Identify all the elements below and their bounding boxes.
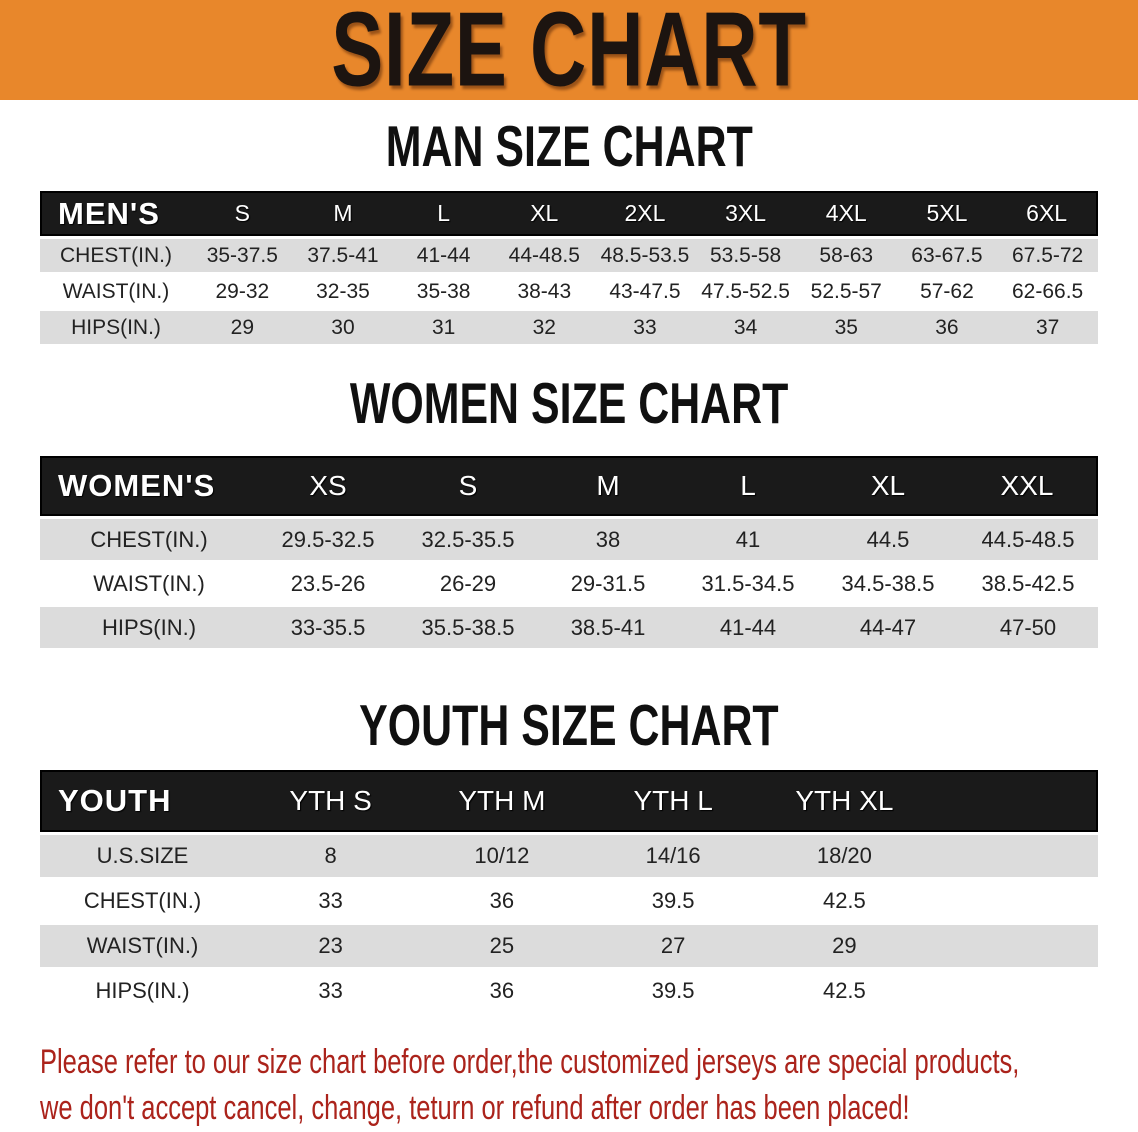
size-value-cell: 33	[595, 311, 696, 344]
size-value-cell: 29	[192, 311, 293, 344]
size-header-cell: M	[538, 456, 678, 516]
table-title-cell: YOUTH	[40, 770, 245, 832]
size-value-cell: 44-48.5	[494, 239, 595, 272]
size-value-cell: 38	[538, 519, 678, 560]
size-header-cell: YTH L	[588, 770, 759, 832]
size-value-cell: 41-44	[393, 239, 494, 272]
size-value-cell: 41	[678, 519, 818, 560]
size-header-cell: YTH XL	[759, 770, 930, 832]
size-value-cell: 33	[245, 880, 416, 922]
size-value-cell: 36	[897, 311, 998, 344]
row-label-cell: HIPS(IN.)	[40, 970, 245, 1012]
size-value-cell: 10/12	[416, 835, 587, 877]
size-value-cell: 37	[997, 311, 1098, 344]
size-header-cell: 2XL	[595, 191, 696, 236]
size-value-cell: 30	[293, 311, 394, 344]
row-label-cell: WAIST(IN.)	[40, 925, 245, 967]
size-value-cell: 32.5-35.5	[398, 519, 538, 560]
size-header-cell: L	[678, 456, 818, 516]
size-value-cell: 31.5-34.5	[678, 563, 818, 604]
spacer-cell	[930, 770, 1098, 832]
disclaimer-line-1: Please refer to our size chart before order,the customized jerseys are special products,	[40, 1043, 1020, 1081]
size-value-cell: 35.5-38.5	[398, 607, 538, 648]
size-value-cell: 43-47.5	[595, 275, 696, 308]
size-value-cell: 38.5-41	[538, 607, 678, 648]
size-header-cell: XS	[258, 456, 398, 516]
size-value-cell: 8	[245, 835, 416, 877]
size-value-cell: 33	[245, 970, 416, 1012]
spacer-cell	[930, 925, 1098, 967]
table-title-cell: WOMEN'S	[40, 456, 258, 516]
size-chart-banner	[0, 0, 1138, 110]
size-value-cell: 34.5-38.5	[818, 563, 958, 604]
table-header-row	[40, 456, 1098, 516]
youth-heading-text: YOUTH SIZE CHART	[359, 692, 779, 758]
measurement-row	[40, 275, 1098, 308]
women-section-heading	[0, 370, 1138, 436]
table-header-row	[40, 191, 1098, 236]
measurement-row	[40, 970, 1098, 1012]
disclaimer-line-2: we don't accept cancel, change, teturn or refund after order has been placed!	[40, 1089, 910, 1127]
size-value-cell: 52.5-57	[796, 275, 897, 308]
size-value-cell: 36	[416, 970, 587, 1012]
size-value-cell: 35-37.5	[192, 239, 293, 272]
size-value-cell: 18/20	[759, 835, 930, 877]
size-value-cell: 33-35.5	[258, 607, 398, 648]
size-header-cell: L	[393, 191, 494, 236]
measurement-row	[40, 239, 1098, 272]
size-value-cell: 44.5-48.5	[958, 519, 1098, 560]
measurement-row	[40, 519, 1098, 560]
size-value-cell: 62-66.5	[997, 275, 1098, 308]
spacer-cell	[930, 835, 1098, 877]
size-value-cell: 39.5	[588, 970, 759, 1012]
measurement-row	[40, 925, 1098, 967]
size-header-cell: M	[293, 191, 394, 236]
size-value-cell: 29-32	[192, 275, 293, 308]
size-header-cell: S	[192, 191, 293, 236]
measurement-row	[40, 607, 1098, 648]
disclaimer	[40, 1039, 1138, 1131]
size-value-cell: 58-63	[796, 239, 897, 272]
size-value-cell: 35-38	[393, 275, 494, 308]
size-value-cell: 48.5-53.5	[595, 239, 696, 272]
size-value-cell: 39.5	[588, 880, 759, 922]
size-value-cell: 42.5	[759, 880, 930, 922]
size-header-cell: 3XL	[695, 191, 796, 236]
table-header-row	[40, 770, 1098, 832]
measurement-row	[40, 880, 1098, 922]
size-header-cell: 5XL	[897, 191, 998, 236]
size-value-cell: 32	[494, 311, 595, 344]
size-value-cell: 29.5-32.5	[258, 519, 398, 560]
size-value-cell: 37.5-41	[293, 239, 394, 272]
size-value-cell: 23	[245, 925, 416, 967]
size-value-cell: 25	[416, 925, 587, 967]
size-header-cell: YTH M	[416, 770, 587, 832]
man-heading-text: MAN SIZE CHART	[385, 113, 753, 179]
size-value-cell: 47.5-52.5	[695, 275, 796, 308]
size-value-cell: 29	[759, 925, 930, 967]
size-value-cell: 41-44	[678, 607, 818, 648]
size-value-cell: 38.5-42.5	[958, 563, 1098, 604]
size-value-cell: 23.5-26	[258, 563, 398, 604]
man-section-heading	[0, 113, 1138, 179]
spacer-cell	[930, 970, 1098, 1012]
youth-section-heading	[0, 692, 1138, 758]
size-value-cell: 44-47	[818, 607, 958, 648]
size-header-cell: YTH S	[245, 770, 416, 832]
row-label-cell: U.S.SIZE	[40, 835, 245, 877]
size-value-cell: 42.5	[759, 970, 930, 1012]
women-heading-text: WOMEN SIZE CHART	[349, 370, 789, 436]
size-header-cell: XL	[818, 456, 958, 516]
row-label-cell: WAIST(IN.)	[40, 563, 258, 604]
measurement-row	[40, 311, 1098, 344]
size-header-cell: 6XL	[997, 191, 1098, 236]
size-value-cell: 47-50	[958, 607, 1098, 648]
measurement-row	[40, 563, 1098, 604]
size-value-cell: 63-67.5	[897, 239, 998, 272]
row-label-cell: WAIST(IN.)	[40, 275, 192, 308]
measurement-row	[40, 835, 1098, 877]
man-size-table	[40, 188, 1098, 347]
size-value-cell: 35	[796, 311, 897, 344]
size-header-cell: XL	[494, 191, 595, 236]
size-value-cell: 34	[695, 311, 796, 344]
size-value-cell: 31	[393, 311, 494, 344]
size-value-cell: 27	[588, 925, 759, 967]
row-label-cell: HIPS(IN.)	[40, 607, 258, 648]
size-value-cell: 53.5-58	[695, 239, 796, 272]
size-value-cell: 29-31.5	[538, 563, 678, 604]
size-header-cell: 4XL	[796, 191, 897, 236]
banner-title: SIZE CHART	[331, 0, 807, 110]
row-label-cell: CHEST(IN.)	[40, 880, 245, 922]
size-value-cell: 32-35	[293, 275, 394, 308]
row-label-cell: CHEST(IN.)	[40, 239, 192, 272]
youth-size-table	[40, 767, 1098, 1015]
size-value-cell: 67.5-72	[997, 239, 1098, 272]
row-label-cell: HIPS(IN.)	[40, 311, 192, 344]
size-value-cell: 14/16	[588, 835, 759, 877]
size-value-cell: 36	[416, 880, 587, 922]
table-title-cell: MEN'S	[40, 191, 192, 236]
spacer-cell	[930, 880, 1098, 922]
row-label-cell: CHEST(IN.)	[40, 519, 258, 560]
women-size-table	[40, 453, 1098, 651]
size-value-cell: 57-62	[897, 275, 998, 308]
size-value-cell: 26-29	[398, 563, 538, 604]
size-header-cell: XXL	[958, 456, 1098, 516]
size-value-cell: 44.5	[818, 519, 958, 560]
size-header-cell: S	[398, 456, 538, 516]
size-value-cell: 38-43	[494, 275, 595, 308]
